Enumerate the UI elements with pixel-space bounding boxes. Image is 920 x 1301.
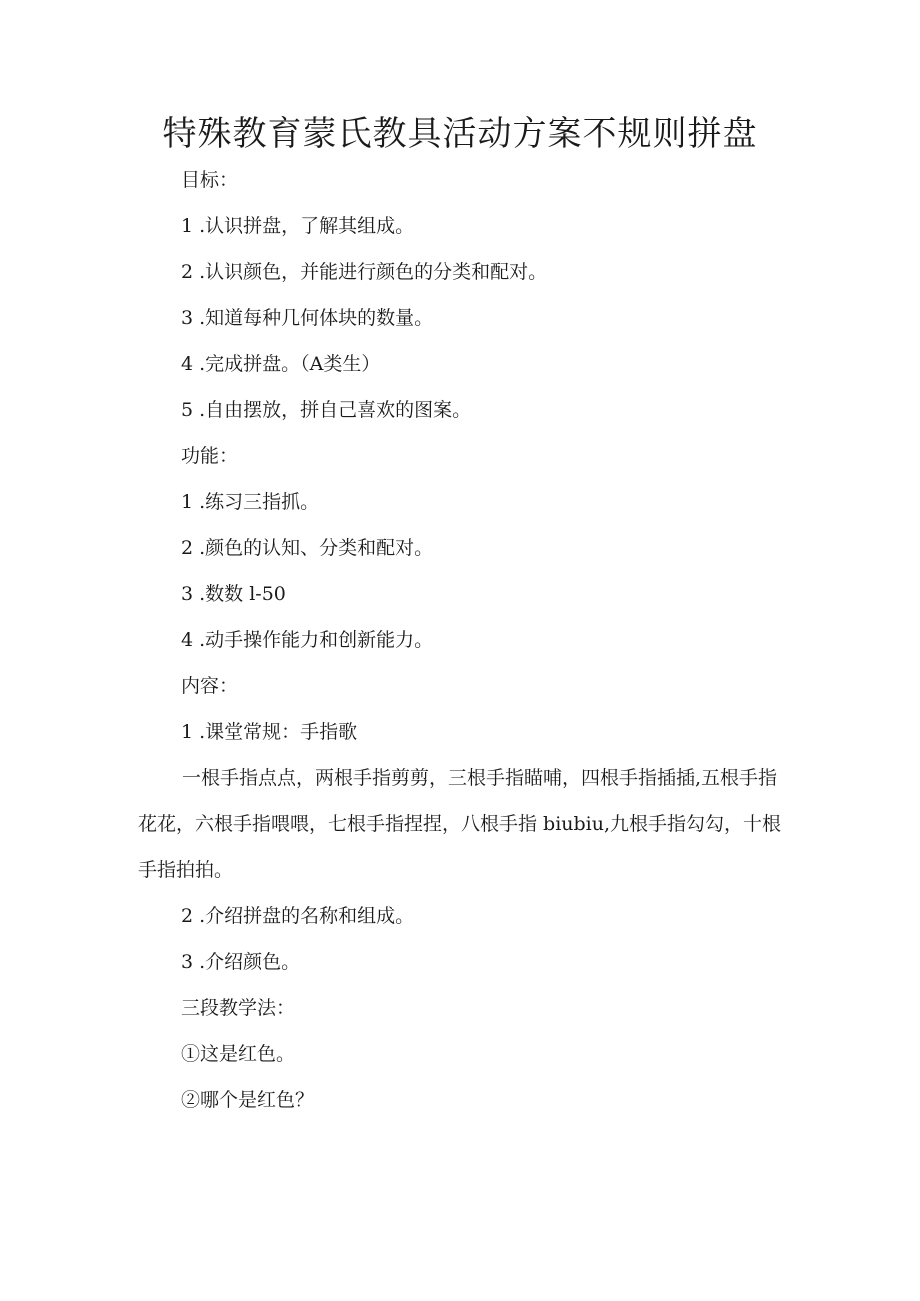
method-step-2: ②哪个是红色？: [181, 1089, 315, 1111]
content-item-1: 1 .课堂常规：手指歌: [181, 721, 358, 743]
content-item-2: 2 .介绍拼盘的名称和组成。: [181, 905, 415, 927]
method-step-1: ①这是红色。: [181, 1043, 296, 1065]
goal-item-3: 3 .知道每种几何体块的数量。: [181, 307, 434, 329]
goal-item-1: 1 .认识拼盘，了解其组成。: [181, 215, 415, 237]
content-item-3: 3 .介绍颜色。: [181, 951, 301, 973]
goals-heading: 目标：: [181, 169, 239, 191]
goal-item-4: 4 .完成拼盘。（A类生）: [181, 353, 381, 375]
function-item-4: 4 .动手操作能力和创新能力。: [181, 629, 434, 651]
goal-item-5: 5 .自由摆放，拼自己喜欢的图案。: [181, 399, 472, 421]
function-item-2: 2 .颜色的认知、分类和配对。: [181, 537, 434, 559]
function-item-1: 1 .练习三指抓。: [181, 491, 320, 513]
goal-item-2: 2 .认识颜色，并能进行颜色的分类和配对。: [181, 261, 548, 283]
functions-heading: 功能：: [181, 445, 239, 467]
document-title: 特殊教育蒙氏教具活动方案不规则拼盘: [162, 114, 758, 154]
function-item-3: 3 .数数 l-50: [181, 583, 286, 605]
method-heading: 三段教学法：: [181, 997, 296, 1019]
finger-song-paragraph: 一根手指点点，两根手指剪剪，三根手指瞄哺，四根手指插插,五根手指花花，六根手指喂喂，七根手指捏捏，八根手指 biubiu,九根手指勾勾，十根手指拍拍。: [138, 767, 782, 881]
content-heading: 内容：: [181, 675, 239, 697]
